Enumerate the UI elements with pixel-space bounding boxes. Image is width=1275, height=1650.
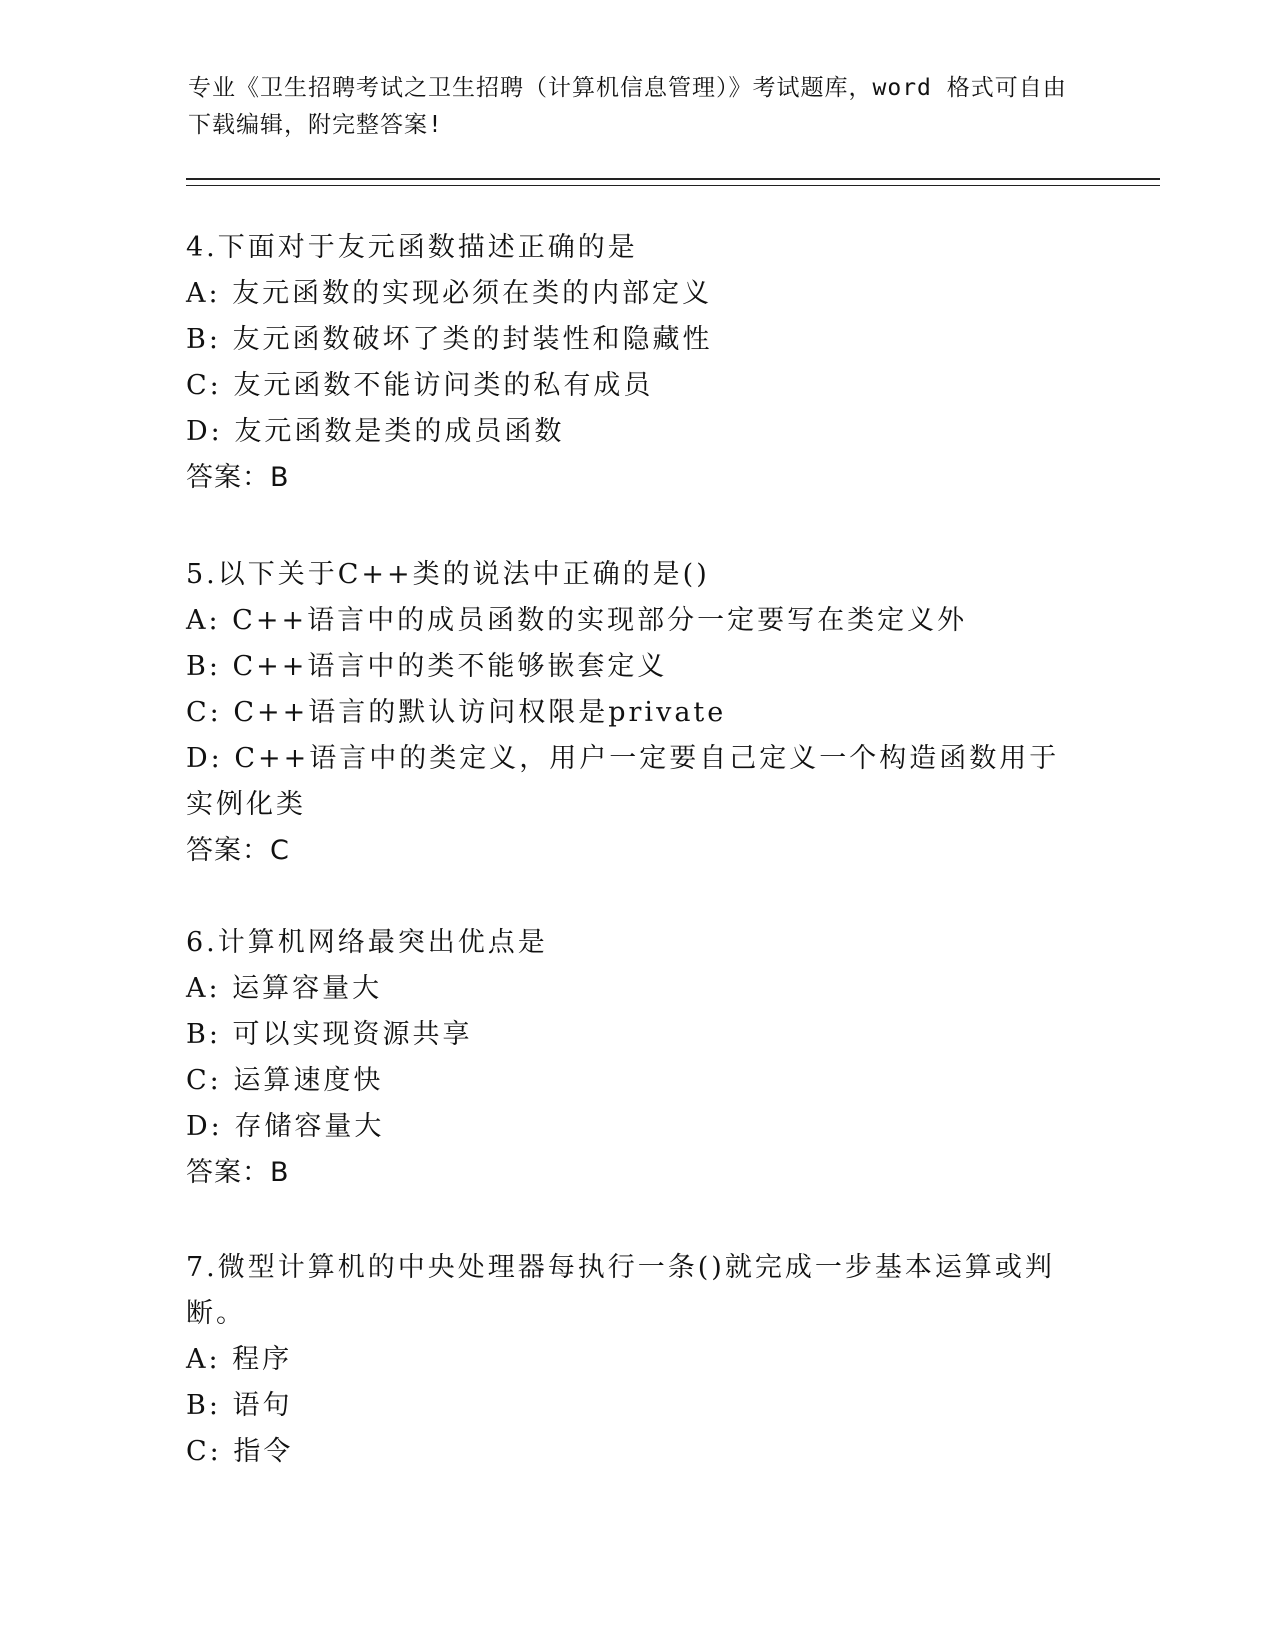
question-stem: 7.微型计算机的中央处理器每执行一条()就完成一步基本运算或判断。 bbox=[186, 1252, 1055, 1329]
option-b: B: 友元函数破坏了类的封装性和隐藏性 bbox=[186, 324, 713, 355]
option-b: B: 可以实现资源共享 bbox=[186, 1019, 473, 1050]
option-d: D: 友元函数是类的成员函数 bbox=[186, 416, 565, 447]
option-a: A: 运算容量大 bbox=[186, 973, 383, 1004]
question-stem: 5.以下关于C++类的说法中正确的是() bbox=[186, 559, 710, 590]
option-c: C: 友元函数不能访问类的私有成员 bbox=[186, 370, 654, 401]
option-a: A: 程序 bbox=[186, 1344, 293, 1375]
question-block bbox=[186, 920, 1066, 1196]
option-d: D: 存储容量大 bbox=[186, 1111, 385, 1142]
header-text: 专业《卫生招聘考试之卫生招聘（计算机信息管理）》考试题库，word 格式可自由下载编辑，附完整答案! bbox=[188, 75, 1067, 138]
option-c: C: 指令 bbox=[186, 1436, 294, 1467]
question-stem: 6.计算机网络最突出优点是 bbox=[186, 927, 548, 958]
option-c: C: 运算速度快 bbox=[186, 1065, 384, 1096]
option-a: A: 友元函数的实现必须在类的内部定义 bbox=[186, 278, 713, 309]
option-b: B: 语句 bbox=[186, 1390, 293, 1421]
answer: 答案：B bbox=[186, 1157, 290, 1188]
question-block bbox=[186, 225, 1066, 501]
question-stem: 4.下面对于友元函数描述正确的是 bbox=[186, 232, 638, 263]
question-block bbox=[186, 1245, 1066, 1475]
header-divider bbox=[186, 178, 1160, 186]
option-b: B: C++语言中的类不能够嵌套定义 bbox=[186, 651, 668, 682]
answer: 答案：C bbox=[186, 835, 290, 866]
option-d: D: C++语言中的类定义，用户一定要自己定义一个构造函数用于实例化类 bbox=[186, 743, 1060, 820]
answer: 答案：B bbox=[186, 462, 290, 493]
option-a: A: C++语言中的成员函数的实现部分一定要写在类定义外 bbox=[186, 605, 968, 636]
question-block bbox=[186, 552, 1066, 874]
option-c: C: C++语言的默认访问权限是private bbox=[186, 697, 727, 728]
